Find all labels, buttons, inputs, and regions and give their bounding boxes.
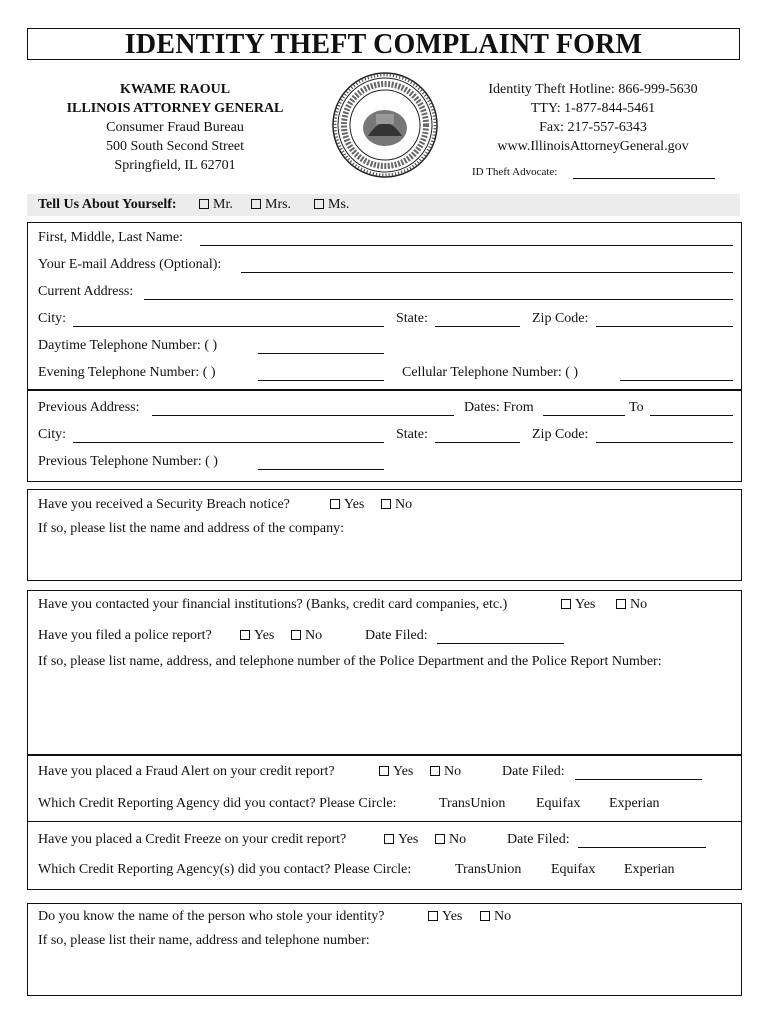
office-role: ILLINOIS ATTORNEY GENERAL (66, 101, 284, 116)
email-field[interactable] (241, 272, 733, 273)
checkbox-icon[interactable] (330, 499, 340, 509)
police-date-label: Date Filed: (365, 628, 428, 643)
prev-city-field[interactable] (73, 442, 384, 443)
police-followup: If so, please list name, address, and telephone number of the Police Department and the Police Report Number: (38, 654, 662, 669)
prev-address-field[interactable] (152, 415, 454, 416)
about-bar (27, 194, 740, 216)
fraud-alert-agency-equifax[interactable]: Equifax (536, 796, 581, 811)
fraud-alert-date-label: Date Filed: (502, 764, 565, 779)
checkbox-icon[interactable] (480, 911, 490, 921)
office-block (40, 80, 310, 175)
fraud-alert-yes-option[interactable]: Yes (379, 764, 413, 780)
checkbox-icon[interactable] (251, 199, 261, 209)
financial-yes-option[interactable]: Yes (561, 597, 595, 613)
financial-no-option[interactable]: No (616, 597, 647, 613)
fraud-alert-agency-transunion[interactable]: TransUnion (439, 796, 506, 811)
office-street: 500 South Second Street (105, 139, 245, 154)
fax-text: Fax: 217-557-6343 (539, 120, 647, 135)
tty-text: TTY: 1-877-844-5461 (530, 101, 656, 116)
fraud-alert-agency-question: Which Credit Reporting Agency did you contact? Please Circle: (38, 796, 397, 811)
financial-section (27, 590, 742, 756)
checkbox-icon[interactable] (384, 834, 394, 844)
office-bureau: Consumer Fraud Bureau (106, 120, 244, 135)
form-title: IDENTITY THEFT COMPLAINT FORM (27, 28, 740, 60)
checkbox-icon[interactable] (240, 630, 250, 640)
hotline-text: Identity Theft Hotline: 866-999-5630 (488, 82, 698, 97)
checkbox-icon[interactable] (314, 199, 324, 209)
title-mr-option[interactable]: Mr. (199, 197, 233, 213)
breach-yes-option[interactable]: Yes (330, 497, 364, 513)
checkbox-icon[interactable] (616, 599, 626, 609)
breach-no-option[interactable]: No (381, 497, 412, 513)
title-mrs-option[interactable]: Mrs. (251, 197, 291, 213)
police-question: Have you filed a police report? (38, 628, 212, 643)
eve-phone-field[interactable] (258, 380, 384, 381)
website-text: www.IllinoisAttorneyGeneral.gov (497, 139, 689, 154)
credit-freeze-no-option[interactable]: No (435, 832, 466, 848)
prev-phone-field[interactable] (258, 469, 384, 470)
about-label: Tell Us About Yourself: (38, 197, 177, 212)
fraud-alert-question: Have you placed a Fraud Alert on your credit report? (38, 764, 335, 779)
credit-freeze-agency-question: Which Credit Reporting Agency(s) did you contact? Please Circle: (38, 862, 412, 877)
cell-phone-label: Cellular Telephone Number: ( ) (402, 365, 579, 380)
prev-state-label: State: (396, 427, 428, 442)
state-seal-icon (330, 70, 440, 180)
prev-zip-field[interactable] (596, 442, 733, 443)
dates-to-label: To (629, 400, 644, 415)
fraud-alert-agency-experian[interactable]: Experian (609, 796, 660, 811)
checkbox-icon[interactable] (430, 766, 440, 776)
prev-phone-label: Previous Telephone Number: ( ) (38, 454, 218, 469)
checkbox-icon[interactable] (291, 630, 301, 640)
dates-from-label: Dates: From (464, 400, 534, 415)
thief-question: Do you know the name of the person who stole your identity? (38, 909, 385, 924)
credit-freeze-question: Have you placed a Credit Freeze on your credit report? (38, 832, 347, 847)
prev-zip-label: Zip Code: (532, 427, 589, 442)
zip-field[interactable] (596, 326, 733, 327)
office-city: Springfield, IL 62701 (114, 158, 236, 173)
cell-phone-field[interactable] (620, 380, 733, 381)
credit-freeze-agency-equifax[interactable]: Equifax (551, 862, 596, 877)
credit-freeze-agency-experian[interactable]: Experian (624, 862, 675, 877)
zip-label: Zip Code: (532, 311, 589, 326)
prev-state-field[interactable] (435, 442, 520, 443)
breach-followup: If so, please list the name and address of the company: (38, 521, 344, 536)
day-phone-field[interactable] (258, 353, 384, 354)
checkbox-icon[interactable] (428, 911, 438, 921)
office-name: KWAME RAOUL (119, 82, 231, 97)
fraud-alert-date-field[interactable] (575, 779, 702, 780)
dates-to-field[interactable] (650, 415, 733, 416)
police-yes-option[interactable]: Yes (240, 628, 274, 644)
thief-yes-option[interactable]: Yes (428, 909, 462, 925)
city-label: City: (38, 311, 67, 326)
advocate-label: ID Theft Advocate: (472, 166, 558, 178)
day-phone-label: Daytime Telephone Number: ( ) (38, 338, 218, 353)
title-ms-option[interactable]: Ms. (314, 197, 349, 213)
checkbox-icon[interactable] (381, 499, 391, 509)
police-no-option[interactable]: No (291, 628, 322, 644)
dates-from-field[interactable] (543, 415, 625, 416)
checkbox-icon[interactable] (199, 199, 209, 209)
address-field[interactable] (144, 299, 733, 300)
city-field[interactable] (73, 326, 384, 327)
credit-freeze-agency-transunion[interactable]: TransUnion (455, 862, 522, 877)
thief-no-option[interactable]: No (480, 909, 511, 925)
credit-freeze-yes-option[interactable]: Yes (384, 832, 418, 848)
credit-freeze-date-label: Date Filed: (507, 832, 570, 847)
name-label: First, Middle, Last Name: (38, 230, 184, 245)
advocate-field[interactable] (573, 178, 715, 179)
checkbox-icon[interactable] (435, 834, 445, 844)
eve-phone-label: Evening Telephone Number: ( ) (38, 365, 216, 380)
fraud-alert-no-option[interactable]: No (430, 764, 461, 780)
state-label: State: (396, 311, 428, 326)
checkbox-icon[interactable] (561, 599, 571, 609)
contact-block (458, 80, 728, 156)
thief-followup: If so, please list their name, address and telephone number: (38, 933, 370, 948)
credit-freeze-date-field[interactable] (578, 847, 706, 848)
address-label: Current Address: (38, 284, 134, 299)
financial-question: Have you contacted your financial institutions? (Banks, credit card companies, etc.) (38, 597, 508, 612)
checkbox-icon[interactable] (379, 766, 389, 776)
email-label: Your E-mail Address (Optional): (38, 257, 222, 272)
breach-question: Have you received a Security Breach notice? (38, 497, 290, 512)
prev-address-label: Previous Address: (38, 400, 140, 415)
police-date-field[interactable] (437, 643, 564, 644)
state-field[interactable] (435, 326, 520, 327)
name-field[interactable] (200, 245, 733, 246)
prev-city-label: City: (38, 427, 67, 442)
